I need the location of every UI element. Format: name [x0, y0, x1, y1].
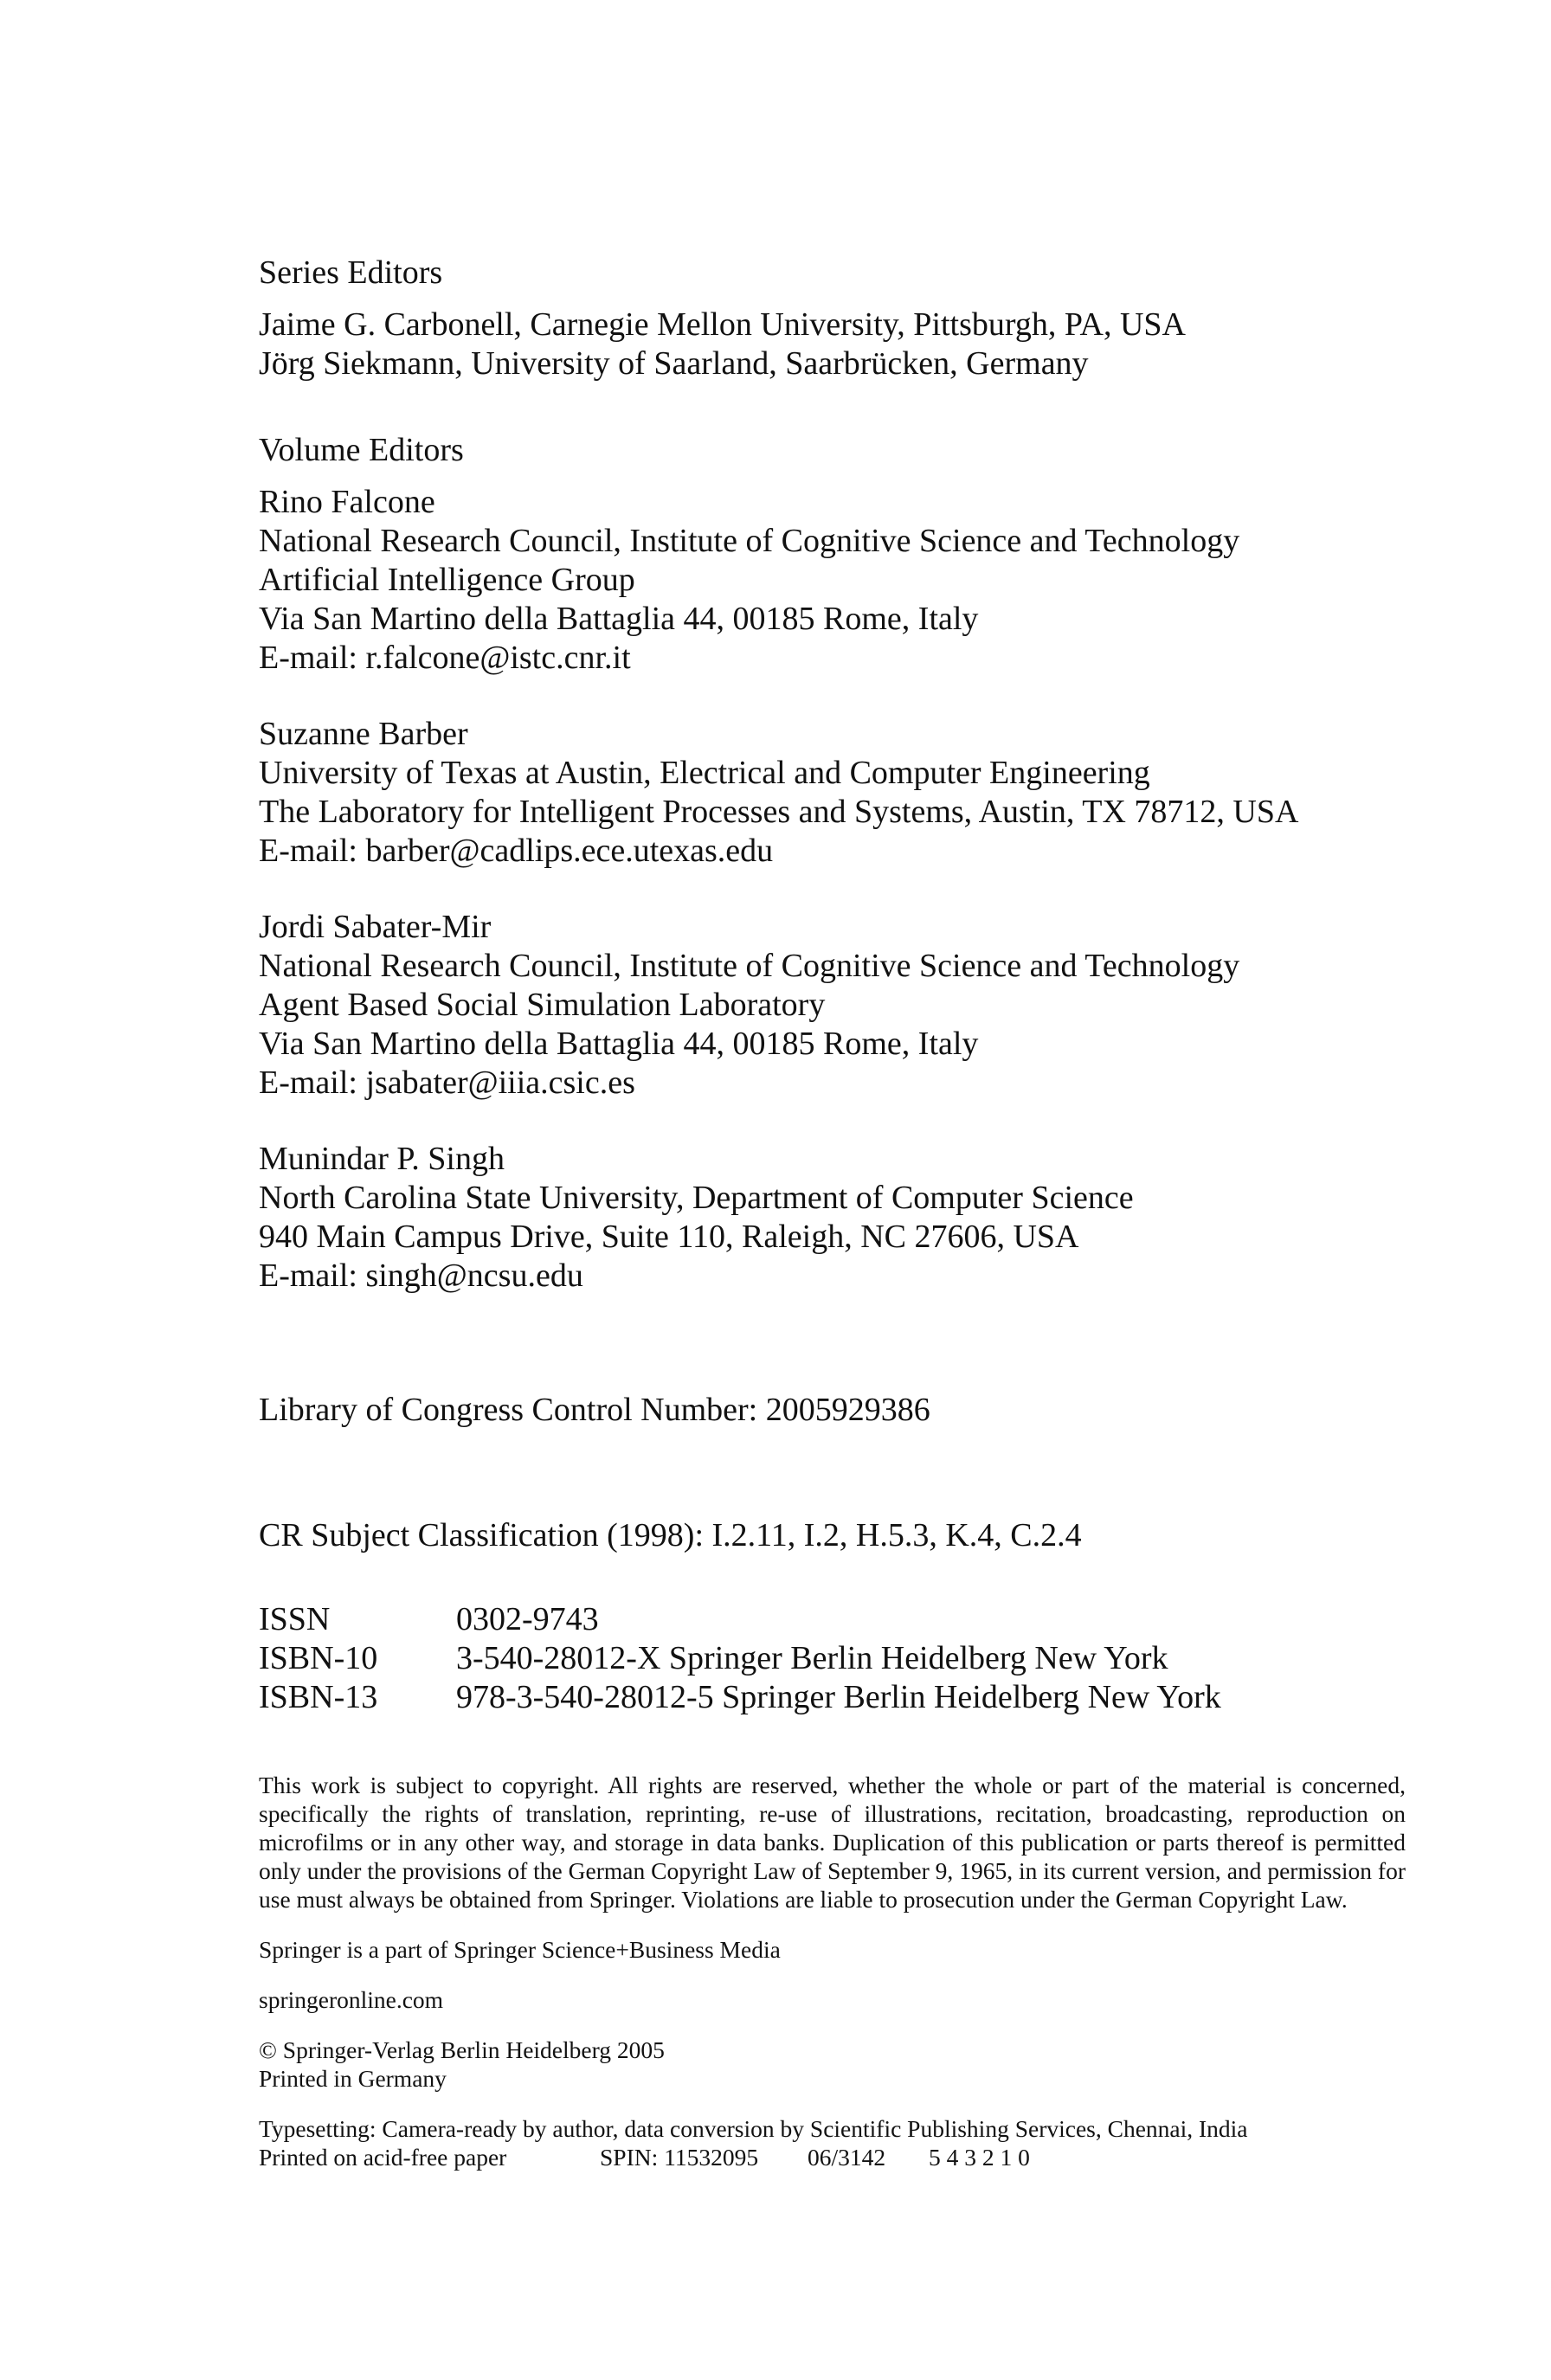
identifier-value: 978-3-540-28012-5 Springer Berlin Heidelberg New York: [456, 1679, 1221, 1715]
identifier-row: [259, 1639, 1221, 1678]
editor-affiliation: Agent Based Social Simulation Laboratory: [259, 987, 826, 1023]
editor-address: Via San Martino della Battaglia 44, 00185 Rome, Italy: [259, 1026, 979, 1062]
editor-name: Rino Falcone: [259, 484, 435, 520]
print-code: 06/3142: [808, 2144, 886, 2171]
editor-address: Via San Martino della Battaglia 44, 00185 Rome, Italy: [259, 601, 979, 637]
volume-editor-entry: [259, 1140, 1406, 1296]
editor-name: Suzanne Barber: [259, 716, 468, 752]
typesetting-line: Typesetting: Camera-ready by author, data conversion by Scientific Publishing Services, Chennai, India: [259, 2115, 1248, 2142]
editor-email: E-mail: barber@cadlips.ece.utexas.edu: [259, 833, 774, 869]
spin-number: SPIN: 11532095: [600, 2144, 759, 2171]
imprint-page: [259, 254, 1406, 2171]
identifier-row: [259, 1600, 1221, 1639]
editor-name: Jordi Sabater-Mir: [259, 909, 492, 945]
paper-note: Printed on acid-free paper: [259, 2144, 507, 2171]
editor-affiliation: National Research Council, Institute of Cognitive Science and Technology: [259, 523, 1240, 559]
identifier-key: ISSN: [259, 1601, 331, 1637]
printing-line: 5 4 3 2 1 0: [929, 2144, 1030, 2171]
loc-control-number: Library of Congress Control Number: 2005929386: [259, 1392, 930, 1428]
copyright-notice: This work is subject to copyright. All rights are reserved, whether the whole or part of the material is concerned, specifically the rights of translation, reprinting, re-use of illustrations, recitation, broadcasting, reproduction on microfilms or in any other way, and storage in data banks. Duplication of this publication or parts thereof is permitted only under the provisions of the German Copyright Law of September 9, 1965, in its current version, and permission for use must always be obtained from Springer. Violations are liable to prosecution under the German Copyright Law.: [259, 1772, 1406, 1913]
springer-part-statement: Springer is a part of Springer Science+Business Media: [259, 1936, 781, 1963]
editor-email: E-mail: singh@ncsu.edu: [259, 1258, 583, 1294]
series-editors-section: [259, 254, 1406, 383]
editor-affiliation: North Carolina State University, Department of Computer Science: [259, 1180, 1134, 1216]
identifier-key: ISBN-13: [259, 1679, 378, 1715]
volume-editor-entry: [259, 483, 1406, 678]
editor-affiliation: National Research Council, Institute of Cognitive Science and Technology: [259, 948, 1240, 984]
series-editor-line: Jörg Siekmann, University of Saarland, Saarbrücken, Germany: [259, 345, 1089, 382]
cr-subject-classification: CR Subject Classification (1998): I.2.11, I.2, H.5.3, K.4, C.2.4: [259, 1517, 1082, 1553]
series-editors-heading: Series Editors: [259, 254, 443, 291]
identifier-key: ISBN-10: [259, 1640, 378, 1676]
printed-in: Printed in Germany: [259, 2065, 447, 2092]
editor-name: Munindar P. Singh: [259, 1141, 505, 1177]
copyright-line: © Springer-Verlag Berlin Heidelberg 2005: [259, 2036, 665, 2063]
editor-email: E-mail: jsabater@iiia.csic.es: [259, 1065, 635, 1101]
identifier-value: 0302-9743: [456, 1601, 599, 1637]
volume-editors-heading: Volume Editors: [259, 432, 464, 468]
editor-email: E-mail: r.falcone@istc.cnr.it: [259, 640, 631, 676]
editor-affiliation: University of Texas at Austin, Electrical and Computer Engineering: [259, 755, 1150, 791]
editor-affiliation: The Laboratory for Intelligent Processes and Systems, Austin, TX 78712, USA: [259, 794, 1299, 830]
copyright-block: [259, 2036, 1406, 2093]
publisher-website: springeronline.com: [259, 1986, 444, 2013]
identifier-table: [259, 1600, 1221, 1717]
volume-editors-section: [259, 431, 1406, 1296]
editor-address: 940 Main Campus Drive, Suite 110, Raleigh, NC 27606, USA: [259, 1219, 1079, 1255]
series-editor-line: Jaime G. Carbonell, Carnegie Mellon University, Pittsburgh, PA, USA: [259, 306, 1186, 343]
volume-editor-entry: [259, 715, 1406, 871]
typesetting-block: [259, 2114, 1406, 2171]
print-info-row: [259, 2143, 1406, 2171]
identifier-row: [259, 1678, 1221, 1717]
editor-affiliation: Artificial Intelligence Group: [259, 562, 635, 598]
identifier-value: 3-540-28012-X Springer Berlin Heidelberg New York: [456, 1640, 1168, 1676]
volume-editor-entry: [259, 908, 1406, 1103]
